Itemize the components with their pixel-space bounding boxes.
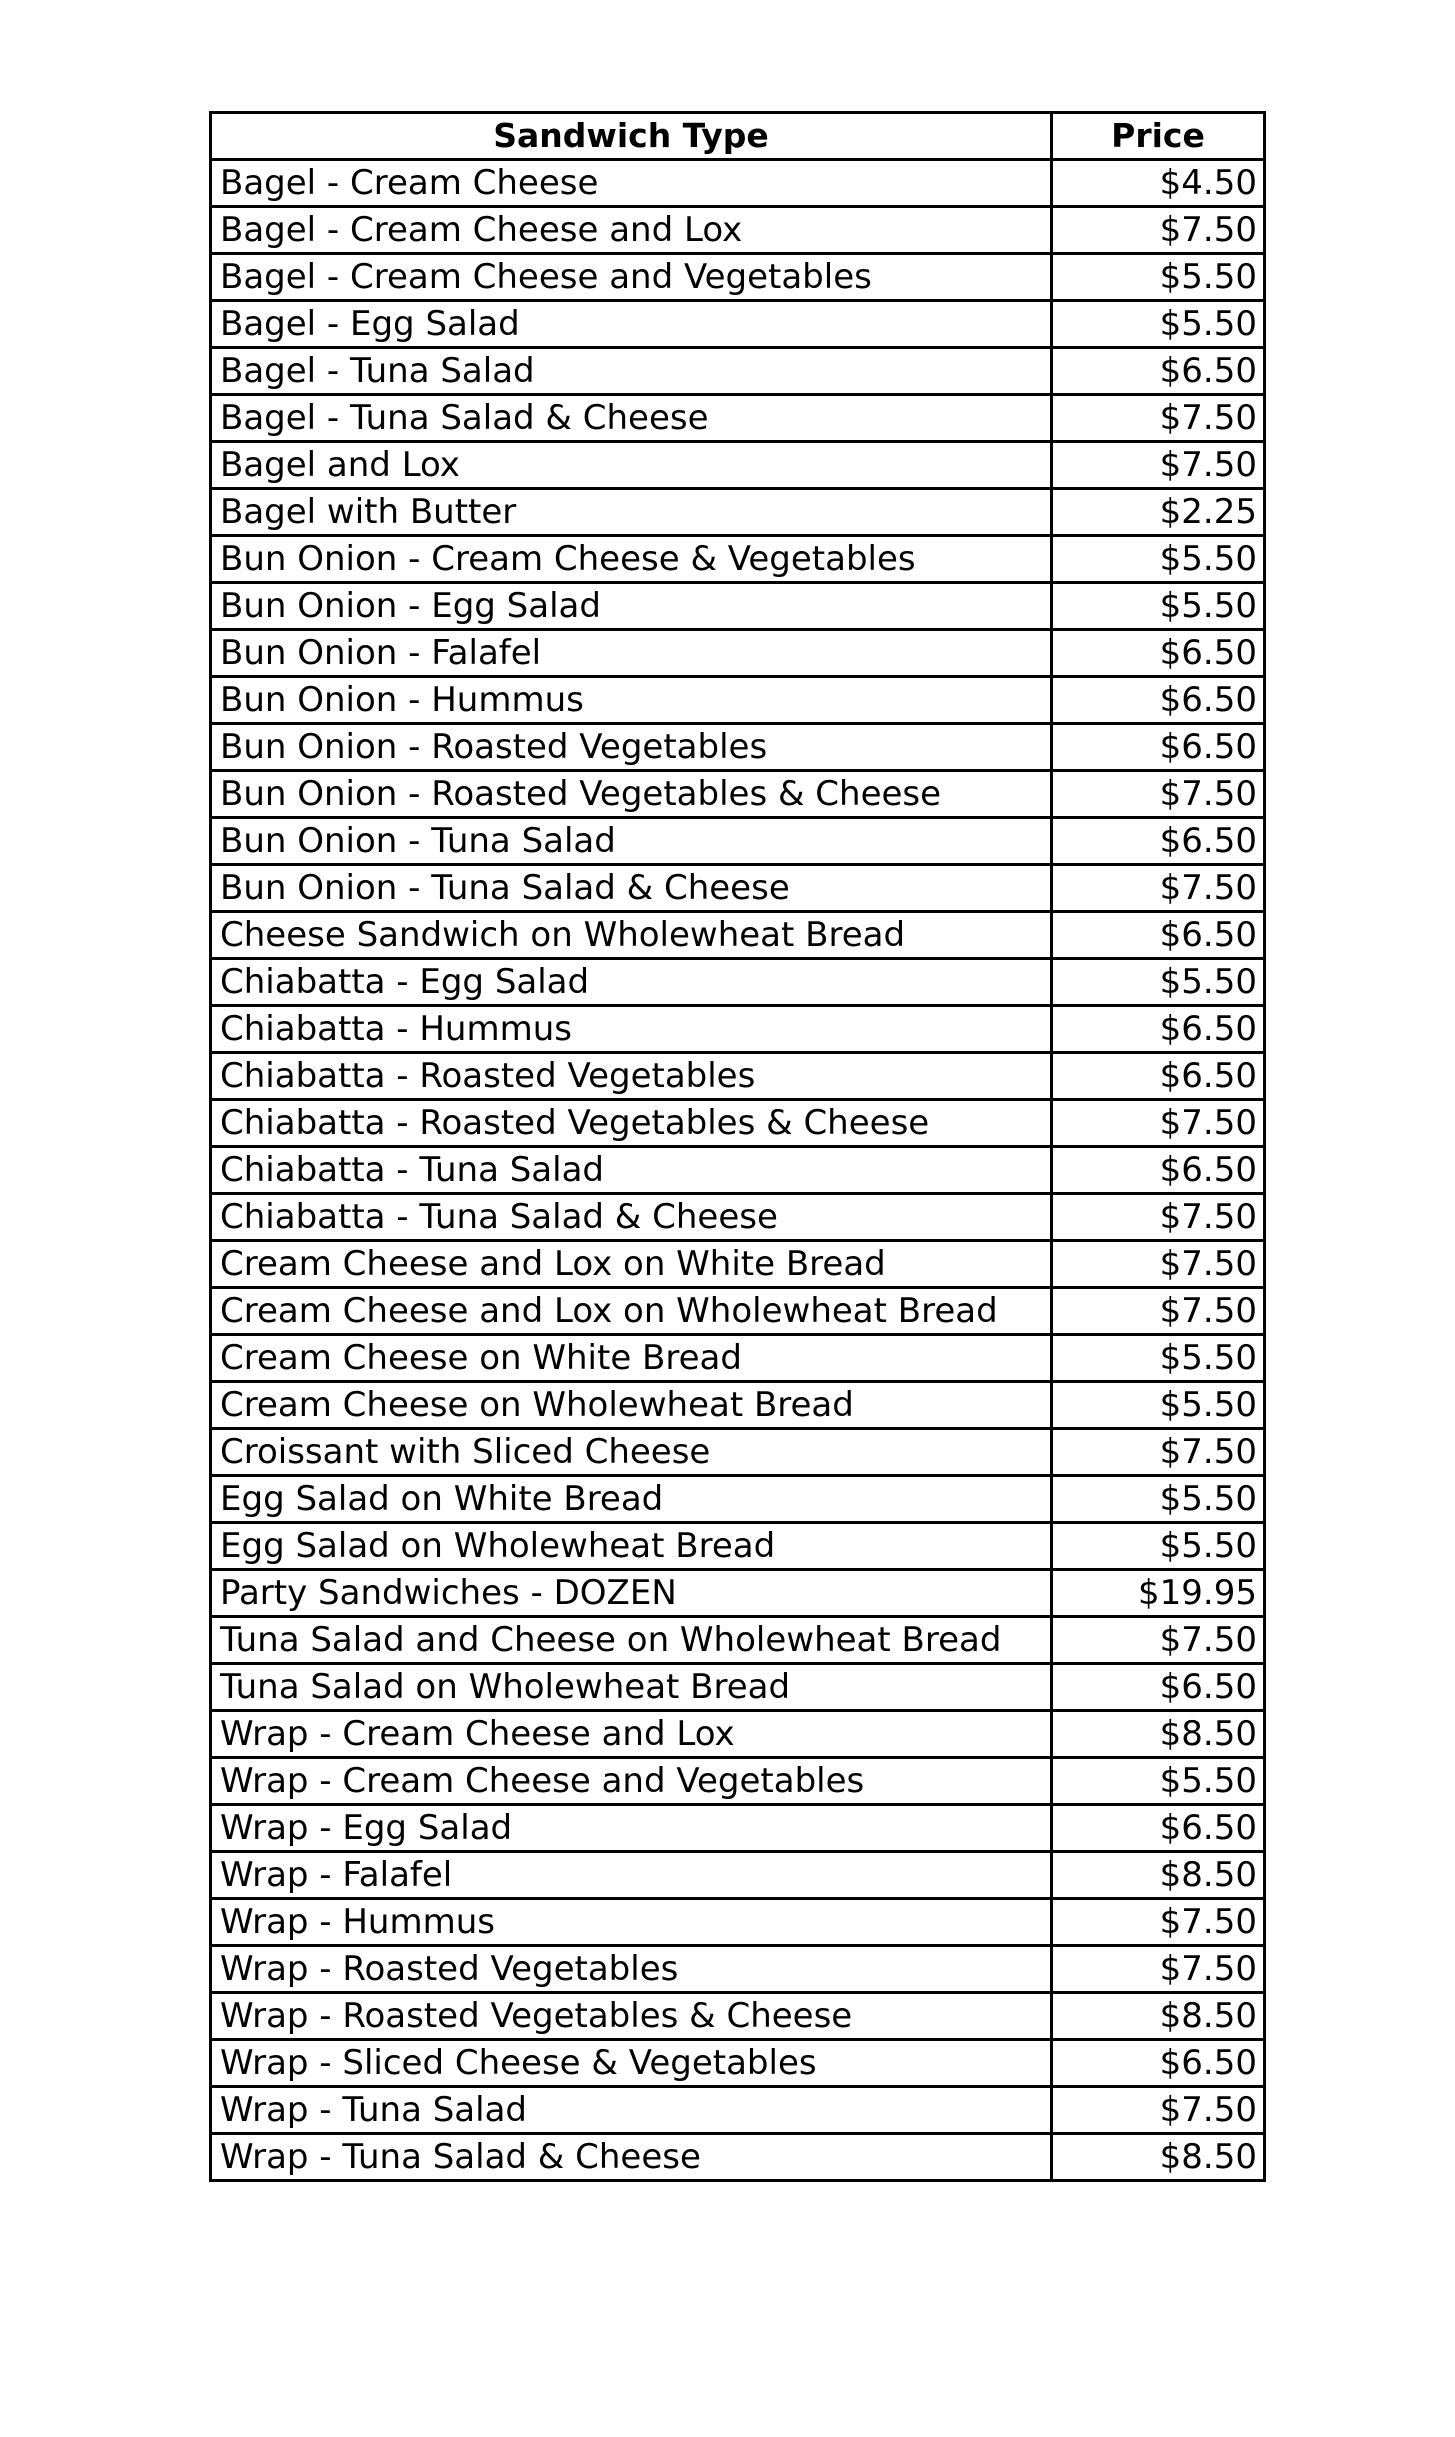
price-cell: $8.50 — [1052, 1711, 1265, 1758]
sandwich-type-cell: Bun Onion - Hummus — [211, 677, 1052, 724]
table-row — [211, 630, 1265, 677]
price-cell: $7.50 — [1052, 1288, 1265, 1335]
table-header — [211, 113, 1265, 160]
sandwich-type-cell: Bagel - Cream Cheese and Lox — [211, 207, 1052, 254]
sandwich-type-cell: Wrap - Tuna Salad & Cheese — [211, 2134, 1052, 2181]
sandwich-type-cell: Wrap - Cream Cheese and Lox — [211, 1711, 1052, 1758]
table-row — [211, 1899, 1265, 1946]
price-cell: $7.50 — [1052, 1617, 1265, 1664]
price-cell: $6.50 — [1052, 1053, 1265, 1100]
table-row — [211, 1100, 1265, 1147]
table-row — [211, 677, 1265, 724]
sandwich-type-cell: Bagel - Egg Salad — [211, 301, 1052, 348]
table-row — [211, 1194, 1265, 1241]
price-cell: $7.50 — [1052, 1241, 1265, 1288]
price-cell: $5.50 — [1052, 1523, 1265, 1570]
sandwich-type-cell: Bun Onion - Egg Salad — [211, 583, 1052, 630]
sandwich-type-cell: Egg Salad on White Bread — [211, 1476, 1052, 1523]
sandwich-type-cell: Wrap - Egg Salad — [211, 1805, 1052, 1852]
table-row — [211, 1617, 1265, 1664]
table-row — [211, 1805, 1265, 1852]
table-row — [211, 1711, 1265, 1758]
table-row — [211, 1946, 1265, 1993]
table-row — [211, 912, 1265, 959]
sandwich-type-cell: Wrap - Falafel — [211, 1852, 1052, 1899]
sandwich-type-cell: Bagel and Lox — [211, 442, 1052, 489]
sandwich-type-cell: Cream Cheese on White Bread — [211, 1335, 1052, 1382]
price-cell: $7.50 — [1052, 1899, 1265, 1946]
table-row — [211, 207, 1265, 254]
table-row — [211, 1476, 1265, 1523]
table-row — [211, 1758, 1265, 1805]
price-cell: $5.50 — [1052, 959, 1265, 1006]
sandwich-type-cell: Cream Cheese and Lox on Wholewheat Bread — [211, 1288, 1052, 1335]
sandwich-type-cell: Bun Onion - Cream Cheese & Vegetables — [211, 536, 1052, 583]
sandwich-type-cell: Wrap - Tuna Salad — [211, 2087, 1052, 2134]
price-cell: $7.50 — [1052, 207, 1265, 254]
sandwich-type-cell: Wrap - Cream Cheese and Vegetables — [211, 1758, 1052, 1805]
sandwich-type-cell: Wrap - Roasted Vegetables & Cheese — [211, 1993, 1052, 2040]
sandwich-type-cell: Bagel - Cream Cheese — [211, 160, 1052, 207]
price-cell: $8.50 — [1052, 1993, 1265, 2040]
table-row — [211, 301, 1265, 348]
sandwich-type-cell: Egg Salad on Wholewheat Bread — [211, 1523, 1052, 1570]
price-cell: $6.50 — [1052, 1147, 1265, 1194]
sandwich-type-cell: Bun Onion - Roasted Vegetables & Cheese — [211, 771, 1052, 818]
sandwich-type-cell: Croissant with Sliced Cheese — [211, 1429, 1052, 1476]
sandwich-type-cell: Chiabatta - Tuna Salad — [211, 1147, 1052, 1194]
price-cell: $5.50 — [1052, 536, 1265, 583]
price-cell: $7.50 — [1052, 1194, 1265, 1241]
sandwich-type-cell: Bagel with Butter — [211, 489, 1052, 536]
price-cell: $7.50 — [1052, 2087, 1265, 2134]
price-cell: $7.50 — [1052, 865, 1265, 912]
price-cell: $4.50 — [1052, 160, 1265, 207]
price-cell: $5.50 — [1052, 1476, 1265, 1523]
price-cell: $8.50 — [1052, 2134, 1265, 2181]
price-cell: $7.50 — [1052, 442, 1265, 489]
sandwich-type-cell: Tuna Salad on Wholewheat Bread — [211, 1664, 1052, 1711]
table-row — [211, 489, 1265, 536]
table-row — [211, 1993, 1265, 2040]
sandwich-type-cell: Wrap - Roasted Vegetables — [211, 1946, 1052, 1993]
price-cell: $5.50 — [1052, 301, 1265, 348]
sandwich-type-cell: Bagel - Tuna Salad & Cheese — [211, 395, 1052, 442]
table-row — [211, 865, 1265, 912]
table-row — [211, 348, 1265, 395]
price-cell: $7.50 — [1052, 1429, 1265, 1476]
table-row — [211, 583, 1265, 630]
sandwich-type-cell: Chiabatta - Hummus — [211, 1006, 1052, 1053]
price-cell: $6.50 — [1052, 1664, 1265, 1711]
price-cell: $7.50 — [1052, 771, 1265, 818]
price-cell: $5.50 — [1052, 254, 1265, 301]
table-row — [211, 2134, 1265, 2181]
price-cell: $6.50 — [1052, 630, 1265, 677]
price-cell: $6.50 — [1052, 348, 1265, 395]
header-sandwich-type: Sandwich Type — [211, 113, 1052, 160]
sandwich-type-cell: Bun Onion - Tuna Salad & Cheese — [211, 865, 1052, 912]
price-cell: $2.25 — [1052, 489, 1265, 536]
sandwich-type-cell: Bun Onion - Tuna Salad — [211, 818, 1052, 865]
sandwich-type-cell: Chiabatta - Tuna Salad & Cheese — [211, 1194, 1052, 1241]
sandwich-type-cell: Tuna Salad and Cheese on Wholewheat Bread — [211, 1617, 1052, 1664]
price-cell: $7.50 — [1052, 1100, 1265, 1147]
table-body — [211, 160, 1265, 2181]
table-row — [211, 1429, 1265, 1476]
price-cell: $6.50 — [1052, 818, 1265, 865]
table-row — [211, 818, 1265, 865]
table-row — [211, 1335, 1265, 1382]
price-cell: $6.50 — [1052, 1006, 1265, 1053]
table-row — [211, 1288, 1265, 1335]
sandwich-type-cell: Bun Onion - Roasted Vegetables — [211, 724, 1052, 771]
sandwich-type-cell: Chiabatta - Egg Salad — [211, 959, 1052, 1006]
table-row — [211, 1382, 1265, 1429]
table-row — [211, 724, 1265, 771]
table-row — [211, 1006, 1265, 1053]
table-row — [211, 536, 1265, 583]
table-row — [211, 771, 1265, 818]
sandwich-type-cell: Cream Cheese on Wholewheat Bread — [211, 1382, 1052, 1429]
sandwich-type-cell: Cheese Sandwich on Wholewheat Bread — [211, 912, 1052, 959]
sandwich-type-cell: Chiabatta - Roasted Vegetables — [211, 1053, 1052, 1100]
table-row — [211, 2040, 1265, 2087]
price-cell: $6.50 — [1052, 724, 1265, 771]
price-cell: $8.50 — [1052, 1852, 1265, 1899]
sandwich-type-cell: Wrap - Hummus — [211, 1899, 1052, 1946]
sandwich-type-cell: Bagel - Cream Cheese and Vegetables — [211, 254, 1052, 301]
price-cell: $5.50 — [1052, 1335, 1265, 1382]
price-cell: $5.50 — [1052, 583, 1265, 630]
table-row — [211, 1852, 1265, 1899]
table-row — [211, 1523, 1265, 1570]
table-row — [211, 254, 1265, 301]
sandwich-type-cell: Party Sandwiches - DOZEN — [211, 1570, 1052, 1617]
table-row — [211, 1664, 1265, 1711]
sandwich-type-cell: Bagel - Tuna Salad — [211, 348, 1052, 395]
header-row — [211, 113, 1265, 160]
price-cell: $7.50 — [1052, 395, 1265, 442]
price-cell: $6.50 — [1052, 677, 1265, 724]
table-row — [211, 1147, 1265, 1194]
sandwich-type-cell: Bun Onion - Falafel — [211, 630, 1052, 677]
price-cell: $7.50 — [1052, 1946, 1265, 1993]
table-row — [211, 1241, 1265, 1288]
price-cell: $6.50 — [1052, 912, 1265, 959]
sandwich-type-cell: Cream Cheese and Lox on White Bread — [211, 1241, 1052, 1288]
table-row — [211, 1570, 1265, 1617]
price-cell: $5.50 — [1052, 1758, 1265, 1805]
sandwich-price-table — [209, 111, 1266, 2182]
table-row — [211, 1053, 1265, 1100]
price-cell: $6.50 — [1052, 1805, 1265, 1852]
table-row — [211, 959, 1265, 1006]
price-cell: $5.50 — [1052, 1382, 1265, 1429]
sandwich-type-cell: Chiabatta - Roasted Vegetables & Cheese — [211, 1100, 1052, 1147]
price-cell: $19.95 — [1052, 1570, 1265, 1617]
table-row — [211, 395, 1265, 442]
sandwich-type-cell: Wrap - Sliced Cheese & Vegetables — [211, 2040, 1052, 2087]
price-cell: $6.50 — [1052, 2040, 1265, 2087]
header-price: Price — [1052, 113, 1265, 160]
table-row — [211, 160, 1265, 207]
table-row — [211, 442, 1265, 489]
table-row — [211, 2087, 1265, 2134]
